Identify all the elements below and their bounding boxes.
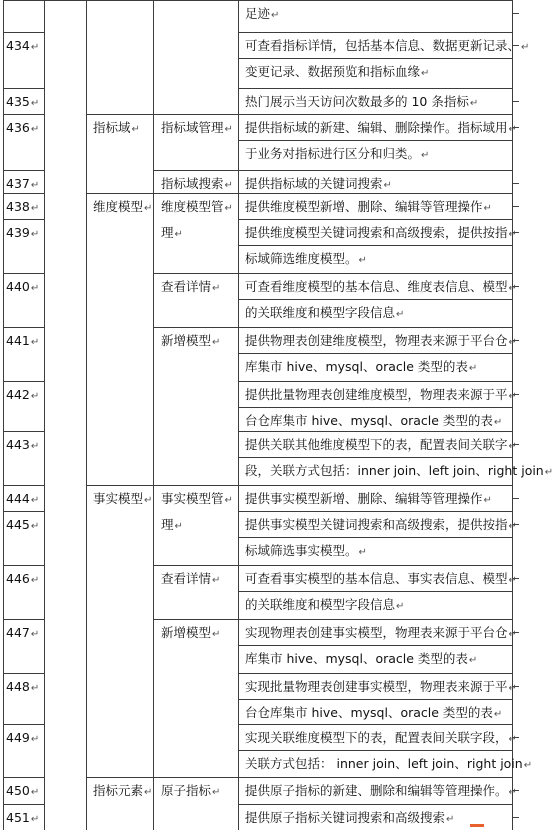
paragraph-mark: ↵ (30, 124, 40, 135)
function-label-text: 理 (161, 517, 174, 532)
paragraph-mark: ↵ (212, 629, 221, 640)
description-line (245, 115, 517, 143)
paragraph-mark: ↵ (358, 547, 367, 558)
margin-tick (513, 183, 519, 185)
paragraph-mark: ↵ (30, 180, 40, 191)
margin-tick (513, 45, 519, 47)
row-number-text: 440 (6, 279, 30, 294)
paragraph-mark: ↵ (508, 283, 517, 294)
description-line-text: 提供指标域的关键词搜索 (245, 176, 383, 191)
paragraph-mark: ↵ (224, 495, 233, 506)
paragraph-mark: ↵ (508, 629, 517, 640)
paragraph-mark: ↵ (468, 655, 478, 666)
category-label (93, 115, 140, 143)
paragraph-mark: ↵ (131, 124, 140, 135)
function-label-text: 查看详情 (161, 571, 212, 586)
function-label (161, 620, 220, 648)
row-number (6, 382, 39, 410)
paragraph-mark: ↵ (30, 283, 40, 294)
row-number (6, 512, 39, 540)
margin-tick (513, 498, 519, 500)
row-number-text: 438 (6, 199, 30, 214)
description-line-text: 标域筛选事实模型。 (245, 543, 358, 558)
paragraph-mark: ↵ (30, 441, 40, 452)
description-line (245, 512, 517, 540)
paragraph-mark: ↵ (483, 495, 492, 506)
function-label-text: 新增模型 (161, 333, 212, 348)
function-label (161, 486, 233, 514)
paragraph-mark: ↵ (30, 734, 40, 745)
description-line (245, 646, 477, 674)
column-border (153, 0, 154, 830)
paragraph-mark: ↵ (469, 98, 479, 109)
paragraph-mark: ↵ (508, 441, 517, 452)
description-line (245, 328, 517, 356)
description-line (245, 194, 492, 222)
paragraph-mark: ↵ (421, 68, 430, 79)
description-line-text: 变更记录、数据预览和指标血缘 (245, 64, 421, 79)
row-number-text: 447 (6, 625, 30, 640)
paragraph-mark: ↵ (30, 629, 40, 640)
paragraph-mark: ↵ (30, 495, 40, 506)
description-line (245, 778, 517, 806)
paragraph-mark: ↵ (508, 391, 517, 402)
row-number (6, 115, 39, 143)
row-number (6, 89, 39, 117)
row-number (6, 486, 39, 514)
function-label (161, 328, 220, 356)
function-label (161, 115, 233, 143)
row-number (6, 778, 39, 806)
description-line (245, 538, 367, 566)
paragraph-mark: ↵ (508, 787, 517, 798)
paragraph-mark: ↵ (212, 283, 221, 294)
description-line-text: 提供事实模型关键词搜索和高级搜索，提供按指 (245, 517, 508, 532)
function-label (161, 778, 220, 806)
description-line-text: 提供维度模型新增、删除、编辑等管理操作 (245, 199, 483, 214)
function-label-text: 理 (161, 225, 174, 240)
paragraph-mark: ↵ (30, 683, 40, 694)
paragraph-mark: ↵ (508, 683, 517, 694)
paragraph-mark: ↵ (523, 760, 533, 771)
row-number-text: 451 (6, 810, 30, 825)
description-line-text: 实现批量物理表创建事实模型，物理表来源于平 (245, 679, 508, 694)
row-number-text: 450 (6, 783, 30, 798)
category-label (93, 194, 152, 222)
description-line-text: 段，关联方式包括：inner join、left join、right join (245, 463, 544, 478)
margin-tick (513, 340, 519, 342)
category-label-text: 维度模型 (93, 199, 144, 214)
row-number-text: 448 (6, 679, 30, 694)
description-line-text: 提供关联其他维度模型下的表，配置表间关联字 (245, 437, 508, 452)
margin-tick (513, 232, 519, 234)
description-line-text: 可查看事实模型的基本信息、事实表信息、模型 (245, 571, 508, 586)
description-line-text: 实现物理表创建事实模型，物理表来源于平台仓 (245, 625, 508, 640)
row-number-text: 434 (6, 38, 30, 53)
description-line-text: 关联方式包括： inner join、left join、right join (245, 756, 523, 771)
function-label-text: 查看详情 (161, 279, 212, 294)
description-line (245, 592, 404, 620)
paragraph-mark: ↵ (174, 521, 183, 532)
description-line-text: 标域筛选维度模型。 (245, 251, 358, 266)
row-number-text: 439 (6, 225, 30, 240)
description-line-text: 的关联维度和模型字段信息 (245, 305, 396, 320)
paragraph-mark: ↵ (508, 734, 517, 745)
function-label-text: 新增模型 (161, 625, 212, 640)
category-label-text: 指标元素 (93, 783, 144, 798)
description-line-text: 可查看维度模型的基本信息、维度表信息、模型 (245, 279, 508, 294)
row-number (6, 274, 39, 302)
row-number (6, 328, 39, 356)
description-line (245, 620, 517, 648)
description-line-text: 库集市 hive、mysql、oracle 类型的表 (245, 359, 468, 374)
paragraph-mark: ↵ (508, 229, 517, 240)
paragraph-mark: ↵ (396, 601, 405, 612)
margin-tick (513, 101, 519, 103)
paragraph-mark: ↵ (30, 98, 40, 109)
paragraph-mark: ↵ (30, 229, 40, 240)
description-line (245, 725, 517, 753)
description-line (245, 354, 477, 382)
paragraph-mark: ↵ (493, 709, 503, 720)
paragraph-mark: ↵ (508, 337, 517, 348)
description-line (245, 382, 517, 410)
paragraph-mark: ↵ (358, 255, 367, 266)
row-number (6, 220, 39, 248)
paragraph-mark: ↵ (30, 787, 40, 798)
description-line (245, 33, 529, 61)
column-border (44, 0, 45, 830)
function-label-text: 原子指标 (161, 783, 212, 798)
row-number-text: 443 (6, 437, 30, 452)
paragraph-mark: ↵ (224, 203, 233, 214)
margin-tick (513, 286, 519, 288)
description-line-text: 热门展示当天访问次数最多的 10 条指标 (245, 94, 469, 109)
paragraph-mark: ↵ (383, 180, 392, 191)
paragraph-mark: ↵ (30, 521, 40, 532)
description-line (245, 566, 517, 594)
paragraph-mark: ↵ (30, 337, 40, 348)
category-label-text: 事实模型 (93, 491, 144, 506)
description-line-text: 于业务对指标进行区分和归类。 (245, 146, 421, 161)
paragraph-mark: ↵ (508, 124, 517, 135)
row-number-text: 441 (6, 333, 30, 348)
description-line-text: 足迹 (245, 6, 271, 21)
margin-tick (513, 206, 519, 208)
column-border (3, 0, 4, 830)
function-label-text: 指标域搜索 (161, 176, 224, 191)
margin-tick (513, 394, 519, 396)
margin-tick (513, 790, 519, 792)
paragraph-mark: ↵ (271, 10, 280, 21)
paragraph-mark: ↵ (224, 180, 233, 191)
description-line (245, 220, 517, 248)
description-line (245, 300, 404, 328)
description-line-text: 提供原子指标关键词搜索和高级搜索 (245, 810, 446, 825)
row-number-text: 435 (6, 94, 30, 109)
row-number (6, 194, 39, 222)
description-line-text: 实现关联维度模型下的表，配置表间关联字段， (245, 730, 508, 745)
row-number (6, 620, 39, 648)
function-label (161, 274, 220, 302)
margin-tick (513, 127, 519, 129)
function-label-text: 事实模型管 (161, 491, 224, 506)
row-number-text: 444 (6, 491, 30, 506)
description-line (245, 432, 517, 460)
paragraph-mark: ↵ (493, 417, 503, 428)
description-line-text: 台仓库集市 hive、mysql、oracle 类型的表 (245, 413, 493, 428)
description-line (245, 59, 429, 87)
paragraph-mark: ↵ (396, 309, 405, 320)
description-line-text: 提供物理表创建维度模型，物理表来源于平台仓 (245, 333, 508, 348)
description-line (245, 751, 532, 779)
row-number (6, 566, 39, 594)
description-line (245, 674, 517, 702)
row-number-text: 437 (6, 176, 30, 191)
description-line-text: 提供维度模型关键词搜索和高级搜索，提供按指 (245, 225, 508, 240)
paragraph-mark: ↵ (144, 787, 153, 798)
paragraph-mark: ↵ (144, 495, 153, 506)
cursor-highlight (470, 824, 484, 827)
category-label (93, 486, 152, 514)
description-line-text: 的关联维度和模型字段信息 (245, 597, 396, 612)
description-line-text: 台仓库集市 hive、mysql、oracle 类型的表 (245, 705, 493, 720)
paragraph-mark: ↵ (544, 467, 553, 478)
margin-tick (513, 737, 519, 739)
description-line (245, 486, 492, 514)
function-label-text: 维度模型管 (161, 199, 224, 214)
paragraph-mark: ↵ (446, 814, 455, 825)
description-line (245, 89, 478, 117)
description-line-text: 库集市 hive、mysql、oracle 类型的表 (245, 651, 468, 666)
paragraph-mark: ↵ (521, 42, 530, 53)
category-label (93, 778, 152, 806)
paragraph-mark: ↵ (212, 787, 221, 798)
description-line-text: 提供批量物理表创建维度模型，物理表来源于平 (245, 387, 508, 402)
column-border (238, 0, 239, 830)
function-label (161, 566, 220, 594)
paragraph-mark: ↵ (508, 575, 517, 586)
column-border (86, 0, 87, 830)
row-number (6, 805, 39, 833)
row-number-text: 436 (6, 120, 30, 135)
paragraph-mark: ↵ (144, 203, 153, 214)
paragraph-mark: ↵ (421, 150, 430, 161)
description-line (245, 805, 454, 833)
description-line-text: 提供事实模型新增、删除、编辑等管理操作 (245, 491, 483, 506)
paragraph-mark: ↵ (30, 575, 40, 586)
margin-tick (513, 524, 519, 526)
description-line (245, 458, 553, 486)
description-line (245, 246, 367, 274)
margin-tick (513, 578, 519, 580)
row-number-text: 445 (6, 517, 30, 532)
function-label-text: 指标域管理 (161, 120, 224, 135)
margin-tick (513, 444, 519, 446)
function-label (161, 194, 233, 222)
paragraph-mark: ↵ (468, 363, 478, 374)
row-number (6, 432, 39, 460)
description-line-text: 提供指标域的新建、编辑、删除操作。指标域用 (245, 120, 508, 135)
description-line-text: 提供原子指标的新建、删除和编辑等管理操作。 (245, 783, 508, 798)
margin-tick (513, 13, 519, 15)
margin-tick (513, 817, 519, 819)
paragraph-mark: ↵ (483, 203, 492, 214)
description-line (245, 1, 279, 29)
paragraph-mark: ↵ (224, 124, 233, 135)
paragraph-mark: ↵ (30, 814, 40, 825)
paragraph-mark: ↵ (30, 391, 40, 402)
row-number (6, 33, 39, 61)
category-label-text: 指标域 (93, 120, 131, 135)
paragraph-mark: ↵ (212, 575, 221, 586)
margin-tick (513, 632, 519, 634)
paragraph-mark: ↵ (30, 203, 40, 214)
description-line-text: 可查看指标详情，包括基本信息、数据更新记录、 (245, 38, 521, 53)
paragraph-mark: ↵ (174, 229, 183, 240)
row-number (6, 674, 39, 702)
margin-tick (513, 686, 519, 688)
function-label (161, 512, 183, 540)
row-number-text: 446 (6, 571, 30, 586)
description-line (245, 274, 517, 302)
row-number (6, 725, 39, 753)
row-number-text: 449 (6, 730, 30, 745)
function-label (161, 220, 183, 248)
description-line (245, 141, 429, 169)
paragraph-mark: ↵ (508, 521, 517, 532)
row-number-text: 442 (6, 387, 30, 402)
paragraph-mark: ↵ (212, 337, 221, 348)
paragraph-mark: ↵ (30, 42, 40, 53)
